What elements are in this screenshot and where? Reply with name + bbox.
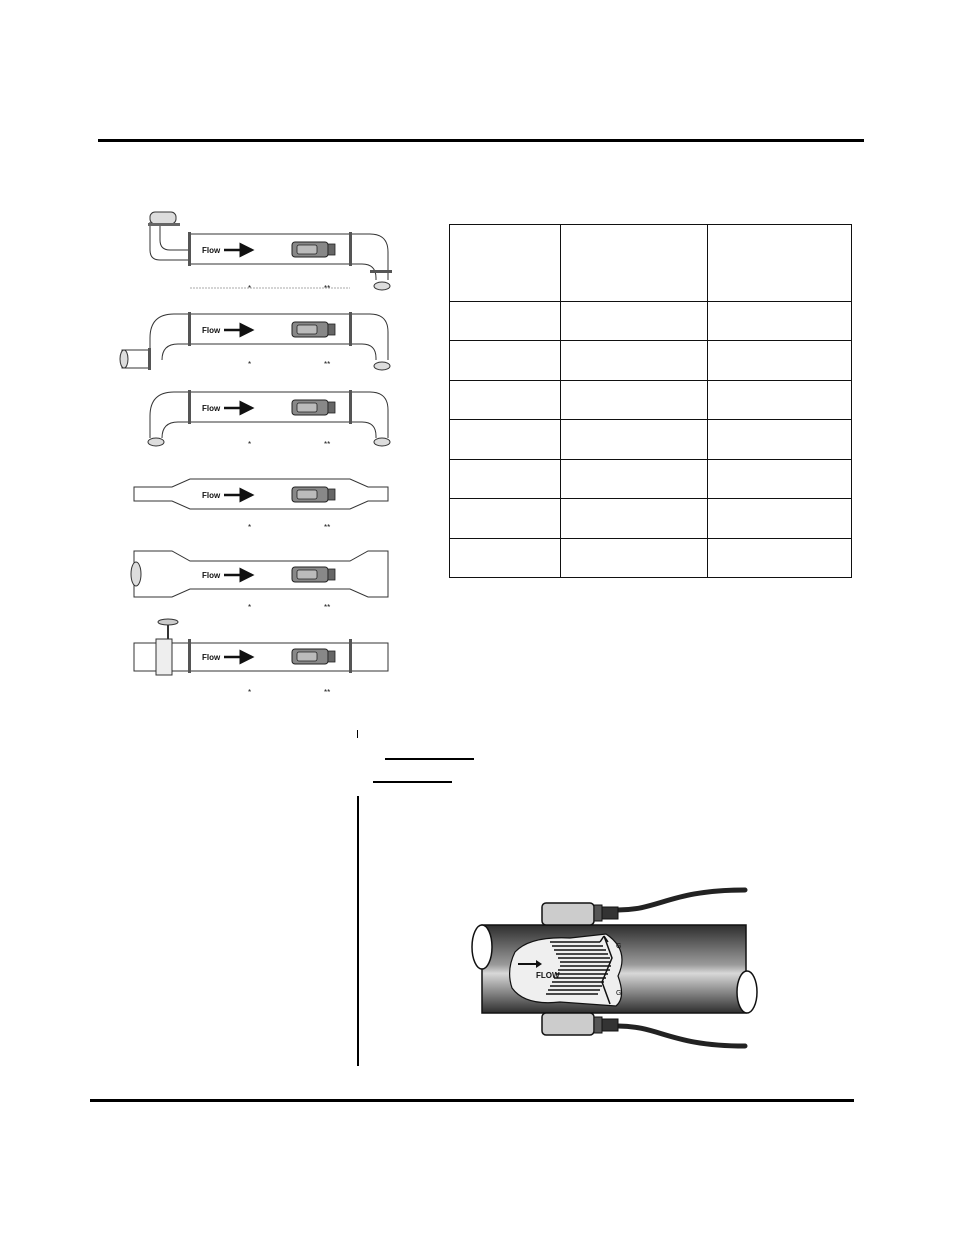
config-row-4 bbox=[134, 479, 388, 532]
table-row bbox=[450, 538, 852, 577]
upstream-mark: * bbox=[248, 523, 252, 532]
downstream-mark: ** bbox=[324, 360, 331, 369]
table-row bbox=[450, 380, 852, 419]
table-header-cell bbox=[708, 225, 852, 302]
table-row bbox=[450, 302, 852, 341]
table-cell bbox=[450, 459, 561, 498]
table-cell bbox=[708, 302, 852, 341]
table-cell bbox=[450, 538, 561, 577]
angle-label: G bbox=[616, 990, 622, 997]
table-header-row bbox=[450, 225, 852, 302]
table-cell bbox=[561, 341, 708, 380]
downstream-mark: ** bbox=[324, 440, 331, 449]
downstream-mark: ** bbox=[324, 523, 331, 532]
table-cell bbox=[450, 302, 561, 341]
table-cell bbox=[561, 420, 708, 459]
table-row bbox=[450, 499, 852, 538]
downstream-mark: ** bbox=[324, 688, 331, 697]
config-row-5 bbox=[131, 551, 388, 612]
flow-label: Flow bbox=[202, 571, 221, 580]
table-cell bbox=[708, 341, 852, 380]
table-cell bbox=[561, 459, 708, 498]
flow-label: Flow bbox=[202, 326, 221, 335]
angle-label: G bbox=[616, 943, 622, 950]
change-bar-tick bbox=[357, 730, 358, 738]
table-cell bbox=[708, 420, 852, 459]
table-cell bbox=[450, 380, 561, 419]
flow-label: Flow bbox=[202, 404, 221, 413]
underline-fragment bbox=[385, 758, 474, 760]
config-row-2 bbox=[120, 312, 390, 370]
table-header-cell bbox=[561, 225, 708, 302]
config-row-1 bbox=[148, 212, 392, 293]
upstream-mark: * bbox=[248, 284, 252, 293]
table-cell bbox=[561, 499, 708, 538]
footer-rule bbox=[90, 1099, 854, 1102]
table-cell bbox=[561, 380, 708, 419]
downstream-mark: ** bbox=[324, 603, 331, 612]
upper-transducer bbox=[542, 903, 618, 925]
transducer-pipe-figure bbox=[470, 880, 760, 1060]
straight-run-table bbox=[449, 224, 852, 578]
table-row bbox=[450, 420, 852, 459]
header-rule bbox=[98, 139, 864, 142]
table-cell bbox=[708, 459, 852, 498]
upstream-mark: * bbox=[248, 603, 252, 612]
table-cell bbox=[450, 341, 561, 380]
table-cell bbox=[561, 302, 708, 341]
table-row bbox=[450, 459, 852, 498]
table-cell bbox=[708, 538, 852, 577]
installation-configurations-figure bbox=[112, 200, 402, 710]
lower-transducer bbox=[542, 1013, 618, 1035]
table-cell bbox=[450, 420, 561, 459]
config-row-6 bbox=[134, 619, 388, 697]
table-cell bbox=[561, 538, 708, 577]
upstream-mark: * bbox=[248, 688, 252, 697]
downstream-mark: ** bbox=[324, 284, 331, 293]
flow-label: Flow bbox=[202, 491, 221, 500]
table-cell bbox=[708, 380, 852, 419]
flow-label: Flow bbox=[202, 653, 221, 662]
underline-fragment bbox=[373, 781, 452, 783]
table-cell bbox=[450, 499, 561, 538]
flow-label: FLOW bbox=[536, 971, 560, 980]
upstream-mark: * bbox=[248, 440, 252, 449]
table-cell bbox=[708, 499, 852, 538]
flow-label: Flow bbox=[202, 246, 221, 255]
upstream-mark: * bbox=[248, 360, 252, 369]
table-header-cell bbox=[450, 225, 561, 302]
config-row-3 bbox=[148, 390, 390, 449]
table-row bbox=[450, 341, 852, 380]
change-bar bbox=[357, 796, 359, 1066]
